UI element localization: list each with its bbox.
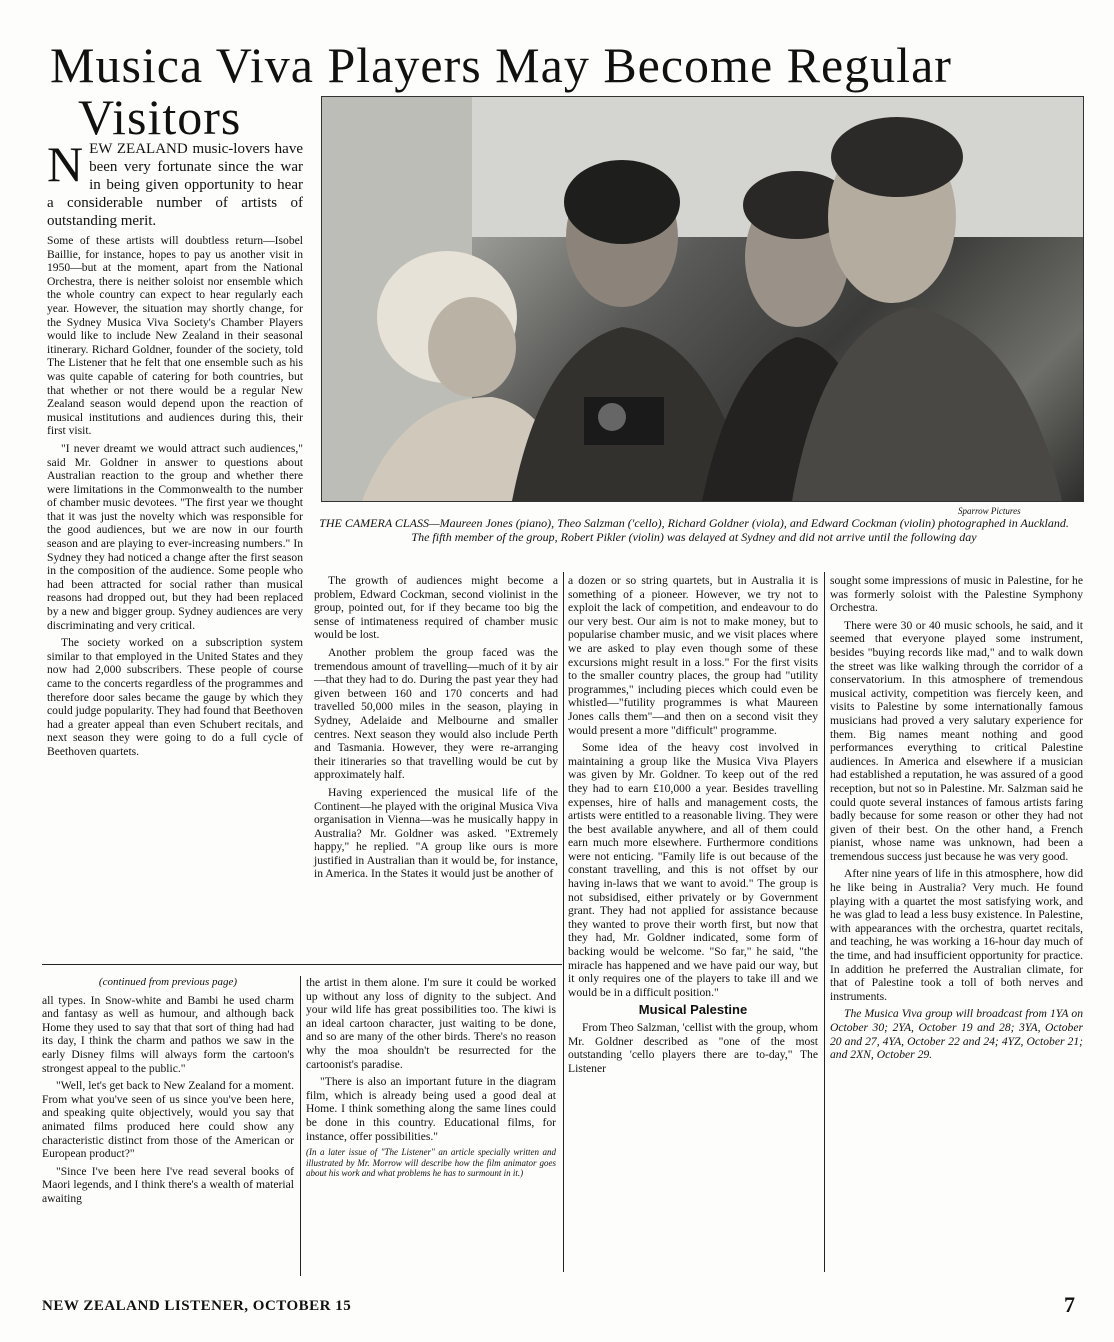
editor-note: (In a later issue of "The Listener" an article specially written and illustrated by Mr. Morrow will describe how the film animator goes about his work and what problems he has to surmount in it.): [306, 1147, 556, 1179]
paragraph: There were 30 or 40 music schools, he said, and it seemed that everyone played some instrument, besides "buying records like mad," and to walk down the street was like walking through the corridor of a conservatorium. In this atmosphere of tremendous musical activity, competition was fiercely keen, and visits to Palestine by some internationally famous musicians had proved a very salutary experience for them. Big names meant nothing and good performances everything to critical Palestine audiences. In America and elsewhere if a musician had established a reputation, he was assured of a good reception, but not so in Palestine. Mr. Salzman said he could quote several instances of famous artists faring badly because for some reason or other they had not given of their best. On the other hand, a French pianist, whose name was unknown, had been a tremendous success just because he was very good.: [830, 618, 1083, 863]
photo-caption: THE CAMERA CLASS—Maureen Jones (piano), Theo Salzman ('cello), Richard Goldner (viola), and Edward Cockman (violin) photographed in Auckland. The fifth member of the group, Robert Pikler (violin) was delayed at Sydney and did not arrive until the following day: [319, 516, 1069, 544]
continued-column-a: [42, 976, 294, 1210]
column-rule: [300, 976, 301, 1276]
paragraph: Some idea of the heavy cost involved in maintaining a group like the Musica Viva Players was given by Mr. Goldner. To keep out of the red they had to earn £10,000 a year. Besides travelling expenses, hire of halls and management costs, the artists were entitled to a reasonable living. They were the best available anywhere, and all of them could earn much more elsewhere. Furthermore conditions were not enticing. "Family life is out because of the constant travelling, and this is not offset by our having in-laws that we want to avoid." The group is not subsidised, either privately or by Government grant. They had not applied for assistance because they wanted to prove their worth first, but now that they had, Mr. Goldner indicated, some form of backing would be welcome. "So far," he said, "the miracle has happened and we have paid our way, but it only requires one of the players to take ill and we would be in a difficult position.": [568, 741, 818, 999]
photo-credit: Sparrow Pictures: [958, 506, 1021, 516]
column-4: [830, 574, 1083, 1066]
section-divider: [42, 964, 562, 965]
column-1: [47, 136, 303, 763]
paragraph: The growth of audiences might become a problem, Edward Cockman, second violinist in the group, pointed out, for if they became too big the sense of intimateness required of chamber music would be lost.: [314, 574, 558, 642]
paragraph: "Since I've been here I've read several books of Maori legends, and I think there's a wealth of material awaiting: [42, 1164, 294, 1205]
column-rule: [824, 572, 825, 1272]
subheading: Musical Palestine: [638, 1002, 748, 1018]
column-3: [568, 574, 818, 1079]
paragraph: sought some impressions of music in Palestine, for he was formerly soloist with the Palestine Symphony Orchestra.: [830, 574, 1083, 615]
paragraph: After nine years of life in this atmosphere, how did he like being in Australia? Very much. He found playing with a quartet the most satisfying work, and he was glad to lead a less busy existence. In Palestine, with appearances with the orchestra, quartet recitals, and teaching, he was working a 16-hour day much of the time, and had insufficient opportunity for practice. In addition he preferred the Australian climate, for that of Palestine took a toll of both nerves and instruments.: [830, 867, 1083, 1003]
column-2: [314, 574, 558, 885]
paragraph: From Theo Salzman, 'cellist with the group, whom Mr. Goldner described as "one of the most outstanding 'cello players there are to-day," The Listener: [568, 1021, 818, 1075]
column-rule: [563, 572, 564, 1272]
broadcast-note: The Musica Viva group will broadcast from 1YA on October 30; 2YA, October 19 and 28; 3YA, October 20 and 27, 4YA, October 22 and 24; 4YZ, October 21; and 2XN, October 29.: [830, 1007, 1083, 1062]
paragraph: The society worked on a subscription system similar to that employed in the United States and they now had 2,000 subscribers. These people of course came to the concerts regardless of the programmes and therefore door sales became the gauge by which they could judge popularity. They had found that Beethoven had a greater appeal than even Schubert recitals, and next season they were going to do a full cycle of Beethoven quartets.: [47, 636, 303, 758]
paragraph: all types. In Snow-white and Bambi he used charm and fantasy as well as humour, and although back Home they used to say that that sort of thing had had its day, I think the charm and pathos we saw in the early Disney films will always form the cartoon's strongest appeal to the public.": [42, 993, 294, 1075]
lead-paragraph: NEW ZEALAND music-lovers have been very fortunate since the war in being given opportunity to hear a considerable number of artists of outstanding merit.: [47, 136, 303, 229]
paragraph: the artist in them alone. I'm sure it could be worked up without any loss of dignity to the subject. And your wild life has great possibilities too. The kiwi is an ideal cartoon character, just waiting to be done, and so are many of the other birds. There's no reason why the moa shouldn't be resurrected for the cartoonist's paradise.: [306, 976, 556, 1071]
paragraph: "Well, let's get back to New Zealand for a moment. From what you've seen of us since you've been here, and speaking quite objectively, would you say that animated films produced here could show any characteristic distinct from those of the American or European product?": [42, 1079, 294, 1161]
paragraph: "There is also an important future in the diagram film, which is already being used a good deal at Home. I think something along the same lines could be done in this country. Educational films, for instance, offer possibilities.": [306, 1075, 556, 1143]
publication-footer: NEW ZEALAND LISTENER, OCTOBER 15: [42, 1298, 352, 1314]
headline-line1: Musica Viva Players May Become Regular: [50, 37, 952, 93]
headline-line2: Visitors: [78, 89, 242, 145]
paragraph: Having experienced the musical life of the Continent—he played with the original Musica Viva organisation in Vienna—was he musically happy in Australia? Mr. Goldner was asked. "Extremely happy," he replied. "A group like ours is more justified in Australian than it would be, for instance, in America. In the States it would just be another of: [314, 785, 558, 881]
paragraph: a dozen or so string quartets, but in Australia it is something of a pioneer. However, we try not to exploit the lack of competition, and endeavour to do our very best. Our aim is not to make money, but to popularise chamber music, and we visit places where we are asked to play even though some of these excursions might result in a loss." For the first visits to the smaller country places, the group had "utility programmes," including pieces which could even be whistled—"futility programmes is what Maureen Jones calls them"—and then on a second visit they would present a more "difficult" programme.: [568, 574, 818, 737]
photo-figures: [322, 97, 1083, 501]
paragraph: Some of these artists will doubtless return—Isobel Baillie, for instance, hopes to pay us another visit in 1950—but at the moment, apart from the National Orchestra, there is neither soloist nor ensemble which the whole country can expect to hear regularly each year. However, the situation may shortly change, for the Sydney Musica Viva Society's Chamber Players would like to include New Zealand in their seasonal itinerary. Richard Goldner, founder of the society, told The Listener that he felt that one ensemble such as his was quite capable of catering for both countries, but that whether or not there would be a regular New Zealand season would depend upon the reaction of musical institutions and audiences during this, their first visit.: [47, 234, 303, 438]
continued-label: (continued from previous page): [98, 976, 238, 988]
paragraph: "I never dreamt we would attract such audiences," said Mr. Goldner in answer to questions about Australian reaction to the group and whether there were limitations in the Commonwealth to the number of chamber music devotees. "The first year we thought that it was just the novelty which was responsible for the good audiences, but we are now in our fourth season and are playing to ever-increasing numbers." In Sydney they had noticed a change after the first season in the composition of the audience. Some people who had been attracted for social rather than musical reasons had dropped out, but they had been replaced by a new and bigger group. Sydney audiences are very discriminating and very critical.: [47, 441, 303, 632]
dropcap: N: [47, 136, 84, 192]
photograph: [321, 96, 1084, 502]
page-number: 7: [1064, 1292, 1075, 1317]
paragraph: Another problem the group faced was the tremendous amount of travelling—much of it by air—that they had to do. During the past year they had given between 160 and 170 concerts and had travelled 50,000 miles in the season, playing in Sydney, Adelaide and Melbourne and smaller centres. Next season they would also include Perth and Tasmania. However, they were re-arranging their itineraries so that travelling would be cut by approximately half.: [314, 645, 558, 782]
continued-column-b: [306, 976, 556, 1183]
